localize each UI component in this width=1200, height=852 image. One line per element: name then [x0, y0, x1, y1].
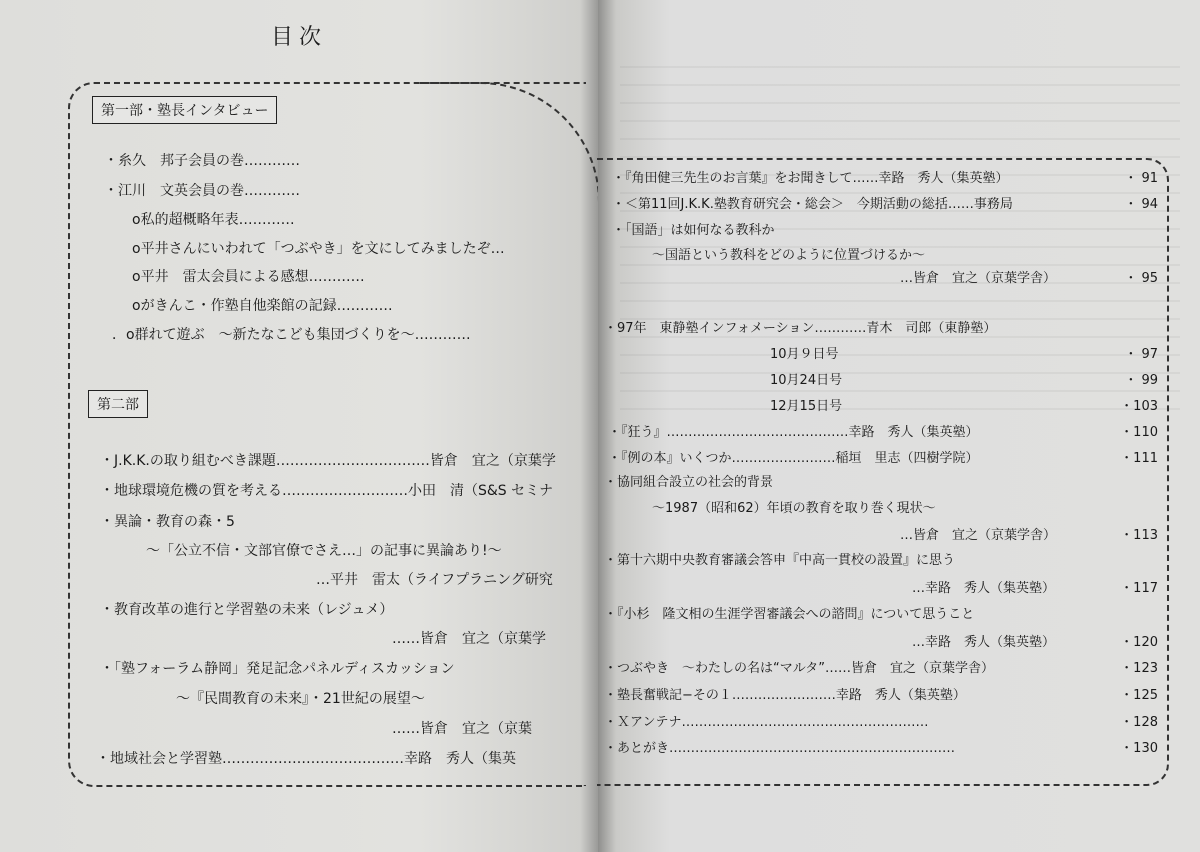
part1-heading: 第一部・塾長インタビュー	[92, 96, 277, 124]
toc-item: ・教育改革の進行と学習塾の未来（レジュメ）	[100, 602, 394, 618]
page-number: ・130	[1120, 741, 1158, 756]
toc-entry: ・第十六期中央教育審議会答申『中高一貫校の設置』に思う	[604, 553, 956, 568]
toc-item: 〜「公立不信・文部官僚でさえ…」の記事に異論あり!〜	[146, 543, 502, 559]
toc-item: ……皆倉 宜之（京葉	[392, 721, 532, 737]
toc-item: 〜『民間教育の未来』・21世紀の展望〜	[176, 691, 425, 707]
page-number: ・110	[1120, 425, 1158, 440]
toc-entry: ・『例の本』いくつか……………………稲垣 里志（四樹学院）	[608, 451, 979, 466]
toc-entry: ・つぶやき 〜わたしの名は“マルタ”……皆倉 宜之（京葉学舎）	[604, 661, 994, 676]
toc-entry: …幸路 秀人（集英塾）	[912, 635, 1056, 650]
page-number: ・111	[1120, 451, 1158, 466]
toc-entry: ・『小杉 隆文相の生涯学習審議会への諮問』について思うこと	[604, 607, 975, 622]
toc-item: o平井さんにいわれて「つぶやき」を文にしてみましたぞ…	[132, 241, 505, 257]
page-number: ・120	[1120, 635, 1158, 650]
toc-entry: ・あとがき…………………………………………………………	[604, 741, 956, 756]
toc-entry: 10月９日号	[770, 347, 839, 362]
toc-item: oがきんこ・作塾自他楽館の記録…………	[132, 298, 393, 314]
left-page	[0, 0, 598, 852]
page-number: ・ 94	[1124, 197, 1158, 212]
toc-item: ．o群れて遊ぶ 〜新たなこども集団づくりを〜…………	[112, 327, 471, 343]
part2-heading: 第二部	[88, 390, 148, 418]
toc-entry: ・協同組合設立の社会的背景	[604, 475, 774, 490]
toc-entry: …皆倉 宜之（京葉学舎）	[900, 528, 1057, 543]
toc-entry: 〜1987（昭和62）年頃の教育を取り巻く現状〜	[652, 501, 936, 516]
toc-item: ・異論・教育の森・5	[100, 514, 235, 530]
page-number: ・ 97	[1124, 347, 1158, 362]
toc-item: ・糸久 邦子会員の巻…………	[104, 153, 300, 169]
page-number: ・123	[1120, 661, 1158, 676]
toc-entry: ・Ｘアンテナ…………………………………………………	[604, 715, 929, 730]
toc-item: ・「塾フォーラム静岡」発足記念パネルディスカッション	[100, 661, 455, 677]
page-number: ・ 95	[1124, 271, 1158, 286]
toc-entry: …幸路 秀人（集英塾）	[912, 581, 1056, 596]
toc-item: ……皆倉 宜之（京葉学	[392, 631, 546, 647]
toc-item: ・江川 文英会員の巻…………	[104, 183, 300, 199]
toc-entry: ・「国語」は如何なる教科か	[612, 223, 775, 238]
toc-entry: ・＜第11回J.K.K.塾教育研究会・総会＞ 今期活動の総括……事務局	[612, 197, 1013, 212]
page-title: 目次	[270, 25, 327, 50]
toc-item: o私的超概略年表…………	[132, 212, 295, 228]
toc-entry: 12月15日号	[770, 399, 843, 414]
toc-entry: ・97年 東静塾インフォメーション…………青木 司郎（東静塾）	[604, 321, 997, 336]
page-number: ・113	[1120, 528, 1158, 543]
toc-entry: …皆倉 宜之（京葉学舎）	[900, 271, 1057, 286]
toc-entry: ・『狂う』……………………………………幸路 秀人（集英塾）	[608, 425, 979, 440]
toc-entry: ・『角田健三先生のお言葉』をお聞きして……幸路 秀人（集英塾）	[612, 171, 1009, 186]
page-number: ・ 91	[1124, 171, 1158, 186]
page-number: ・ 99	[1124, 373, 1158, 388]
page-number: ・117	[1120, 581, 1158, 596]
toc-item: ・J.K.K.の取り組むべき課題……………………………皆倉 宜之（京葉学	[100, 453, 556, 469]
toc-item: ・地球環境危機の質を考える………………………小田 清（S&S セミナ	[100, 483, 554, 499]
toc-item: …平井 雷太（ライフプラニング研究	[316, 572, 553, 588]
toc-entry: 10月24日号	[770, 373, 843, 388]
page-number: ・128	[1120, 715, 1158, 730]
toc-entry: 〜国語という教科をどのように位置づけるか〜	[652, 248, 926, 263]
page-number: ・103	[1120, 399, 1158, 414]
toc-item: ・地域社会と学習塾…………………………………幸路 秀人（集英	[96, 751, 516, 767]
toc-item: o平井 雷太会員による感想…………	[132, 269, 365, 285]
toc-entry: ・塾長奮戦記−その１……………………幸路 秀人（集英塾）	[604, 688, 966, 703]
page-number: ・125	[1120, 688, 1158, 703]
